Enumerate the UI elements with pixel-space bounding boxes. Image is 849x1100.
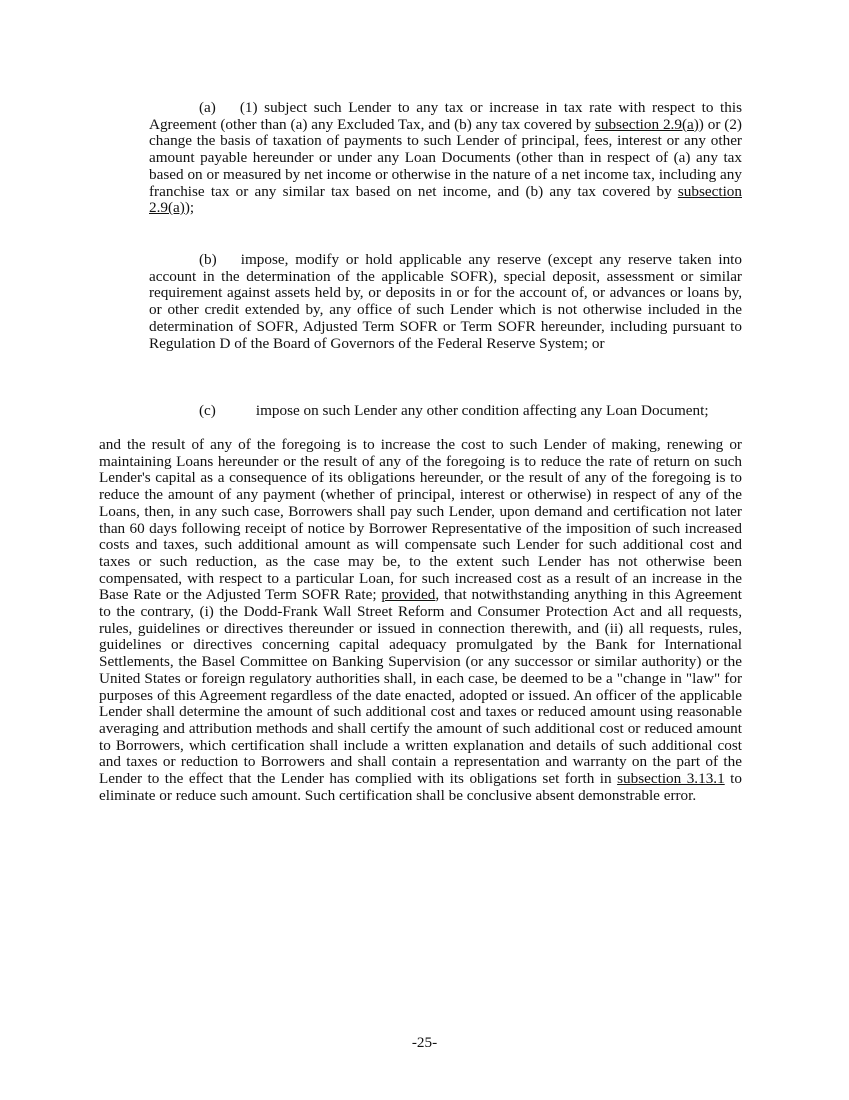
paragraph-a-text-part-2: ) or (2) change the basis of taxation of payments to such Lender of principal, fees, interest or any other amount payable hereunder or under any Loan Documents (other than in respect of (a) any tax based on or measured by net income or otherwise in the nature of a net income tax, including any franchise tax or any similar tax based on net income, and (b) any tax covered by [149, 115, 742, 200]
paragraph-b [149, 252, 742, 352]
paragraph-b-text: impose, modify or hold applicable any reserve (except any reserve taken into account in the determination of the applicable SOFR), special deposit, assessment or similar requirement against assets held by, or deposits in or for the account of, or advances or loans by, or other credit extended by, any office of such Lender which is not otherwise included in the determination of SOFR, Adjusted Term SOFR or Term SOFR hereunder, including pursuant to Regulation D of the Board of Governors of the Federal Reserve System; or [149, 251, 742, 352]
paragraph-a [149, 100, 742, 217]
provided-term: provided [381, 586, 436, 604]
paragraph-b-label: (b) [199, 251, 217, 268]
main-paragraph-text-part-1: and the result of any of the foregoing is to increase the cost to such Lender of making, renewing or maintaining Loans hereunder or the result of any of the foregoing is to reduce the rate of return on such Lender's capital as a consequence of its obligations hereunder, or the result of any of the foregoing is to reduce the amount of any payment (whether of principal, interest or otherwise) in respect of any of the Loans, then, in any such case, Borrowers shall pay such Lender, upon demand and certification not later than 60 days following receipt of notice by Borrower Representative of the imposition of such increased costs and taxes, such additional amount as will compensate such Lender for such additional cost and taxes or such reduction, as the case may be, to the extent such Lender has not otherwise been compensated, with respect to a particular Loan, for such increased cost as a result of an increase in the Base Rate or the Adjusted Term SOFR Rate; [99, 436, 742, 604]
main-paragraph-text-part-3: to eliminate or reduce such amount. Such certification shall be conclusive absent demonstrable error. [99, 770, 742, 804]
paragraph-c [149, 403, 742, 420]
main-paragraph [99, 437, 742, 804]
paragraph-a-text-part-1: (1) subject such Lender to any tax or increase in tax rate with respect to this Agreement (other than (a) any Excluded Tax, and (b) any tax covered by [149, 99, 742, 133]
main-paragraph-text-part-2: , that notwithstanding anything in this Agreement to the contrary, (i) the Dodd-Frank Wall Street Reform and Consumer Protection Act and all requests, rules, guidelines or directives thereunder or issued in connection therewith, and (ii) all requests, rules, guidelines or directives concerning capital adequacy promulgated by the Bank for International Settlements, the Basel Committee on Banking Supervision (or any successor or similar authority) or the United States or foreign regulatory authorities shall, in each case, be deemed to be a "change in "law" for purposes of this Agreement regardless of the date enacted, adopted or issued. An officer of the applicable Lender shall determine the amount of such additional cost and taxes or reduced amount using reasonable averaging and attribution methods and shall certify the amount of such additional cost or reduced amount to Borrowers, which certification shall include a written explanation and details of such additional cost and taxes or reduction to Borrowers and shall contain a representation and warranty on the part of the Lender to the effect that the Lender has complied with its obligations set forth in [99, 586, 743, 788]
subsection-2-9-a-reference-second: subsection 2.9(a) [149, 182, 742, 217]
paragraph-a-text-part-3: ); [184, 199, 195, 217]
paragraph-c-label: (c) [199, 402, 216, 419]
paragraph-a-label: (a) [199, 99, 216, 116]
subsection-2-9-a-reference: subsection 2.9(a) [594, 115, 699, 133]
paragraph-c-text: impose on such Lender any other condition affecting any Loan Document; [255, 402, 709, 419]
subsection-3-13-1-reference: subsection 3.13.1 [617, 770, 725, 788]
page-number: -25- [411, 1034, 438, 1051]
